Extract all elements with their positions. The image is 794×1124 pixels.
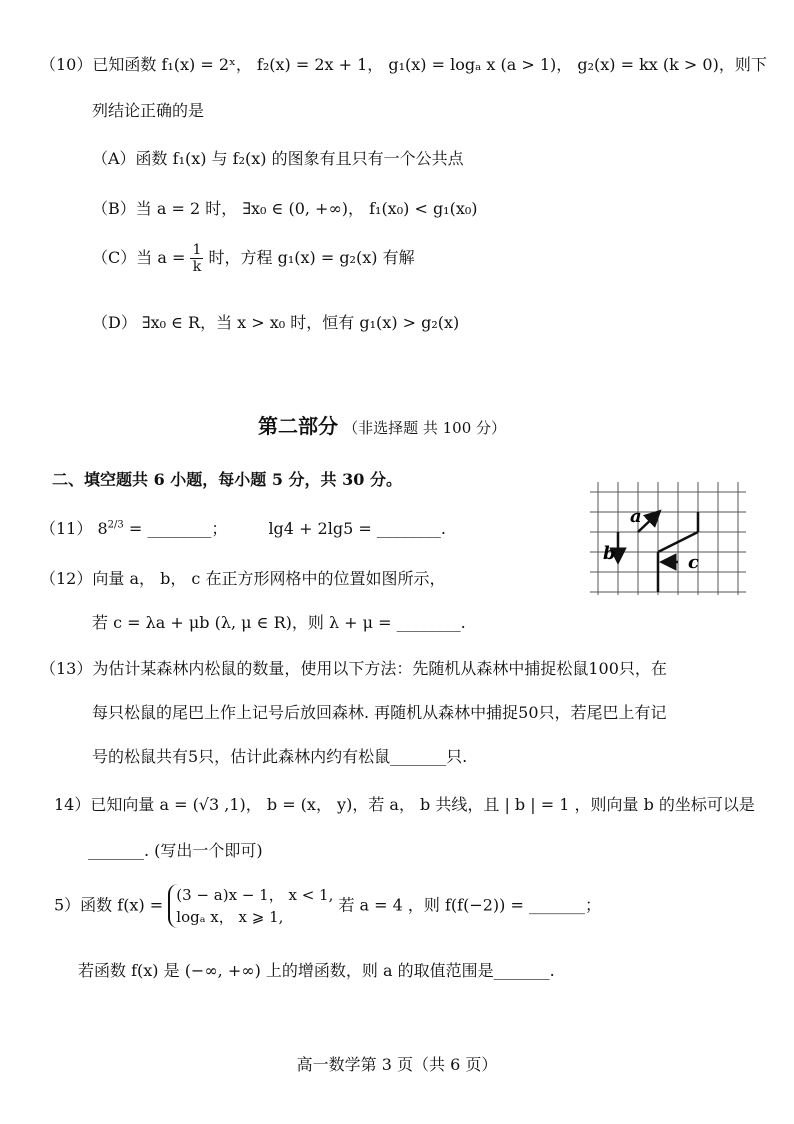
vector-c-label: c	[688, 552, 699, 573]
grid-lines	[590, 482, 746, 595]
q10-option-c-prefix: （C）当 a =	[92, 248, 186, 267]
q15-line2: 若函数 f(x) 是 (−∞, +∞) 上的增函数，则 a 的取值范围是_______.	[78, 961, 555, 980]
section-heading: 二、填空题共 6 小题，每小题 5 分，共 30 分。	[52, 470, 402, 489]
page-footer: 高一数学第 3 页（共 6 页）	[296, 1055, 498, 1074]
q10-option-c-suffix: 时，方程 g₁(x) = g₂(x) 有解	[208, 248, 415, 267]
q10-option-d: （D） ∃x₀ ∈ R，当 x > x₀ 时，恒有 g₁(x) > g₂(x)	[92, 313, 460, 332]
q14-line1: 14）已知向量 a = (√3 ,1)， b = (x， y)，若 a， b 共线，且 | b | = 1 ，则向量 b 的坐标可以是	[54, 795, 755, 814]
part2-header	[258, 410, 506, 439]
q15-prefix: 5）函数 f(x) =	[54, 895, 164, 915]
vector-a-label: a	[630, 506, 642, 527]
q11-exponent: 2/3	[107, 519, 124, 531]
q13-line2: 每只松鼠的尾巴上作上记号后放回森林. 再随机从森林中捕捉50只，若尾巴上有记	[92, 703, 667, 722]
fraction-numerator: 1	[192, 242, 202, 258]
vector-grid-figure	[588, 477, 748, 597]
q15-case1: (3 − a)x − 1， x < 1,	[176, 886, 334, 904]
q10-option-a: （A）函数 f₁(x) 与 f₂(x) 的图象有且只有一个公共点	[92, 149, 464, 168]
q15-suffix: 若 a = 4 ，则 f(f(−2)) = _______；	[338, 895, 601, 915]
vector-b-label: b	[603, 543, 616, 564]
q12-line2: 若 c = λa + μb (λ, μ ∈ R)，则 λ + μ = ________.	[92, 613, 466, 632]
q10-option-b: （B）当 a = 2 时， ∃x₀ ∈ (0, +∞)， f₁(x₀) < g₁(x₀)	[92, 199, 478, 218]
q11-expr2: lg4 + 2lg5 = ________.	[268, 519, 446, 538]
q12-line1: （12）向量 a， b， c 在正方形网格中的位置如图所示，	[40, 569, 446, 588]
q10-option-c	[92, 242, 415, 275]
q10-option-c-fraction	[190, 242, 203, 275]
q10-stem-line1: （10）已知函数 f₁(x) = 2ˣ， f₂(x) = 2x + 1， g₁(x) = logₐ x (a > 1)， g₂(x) = kx (k > 0)，则下	[40, 55, 767, 74]
part2-title: 第二部分	[258, 414, 338, 438]
q11-prefix: （11）	[40, 519, 93, 538]
q10-stem-line2: 列结论正确的是	[92, 101, 205, 120]
q15-line1	[54, 884, 601, 928]
q13-line1: （13）为估计某森林内松鼠的数量，使用以下方法：先随机从森林中捕捉松鼠100只，在	[40, 659, 667, 678]
q14-line2: _______. (写出一个即可)	[88, 841, 263, 860]
fraction-denominator: k	[192, 259, 202, 275]
q11-line	[40, 516, 446, 539]
q15-piecewise	[168, 884, 333, 928]
part2-subtitle: （非选择题 共 100 分）	[343, 419, 507, 437]
q11-base: 8	[97, 519, 108, 538]
q11-expr1-tail: = ________；	[128, 519, 228, 538]
q15-case2: logₐ x， x ⩾ 1,	[176, 908, 284, 926]
q13-line3: 号的松鼠共有5只，估计此森林内约有松鼠_______只.	[92, 747, 468, 766]
